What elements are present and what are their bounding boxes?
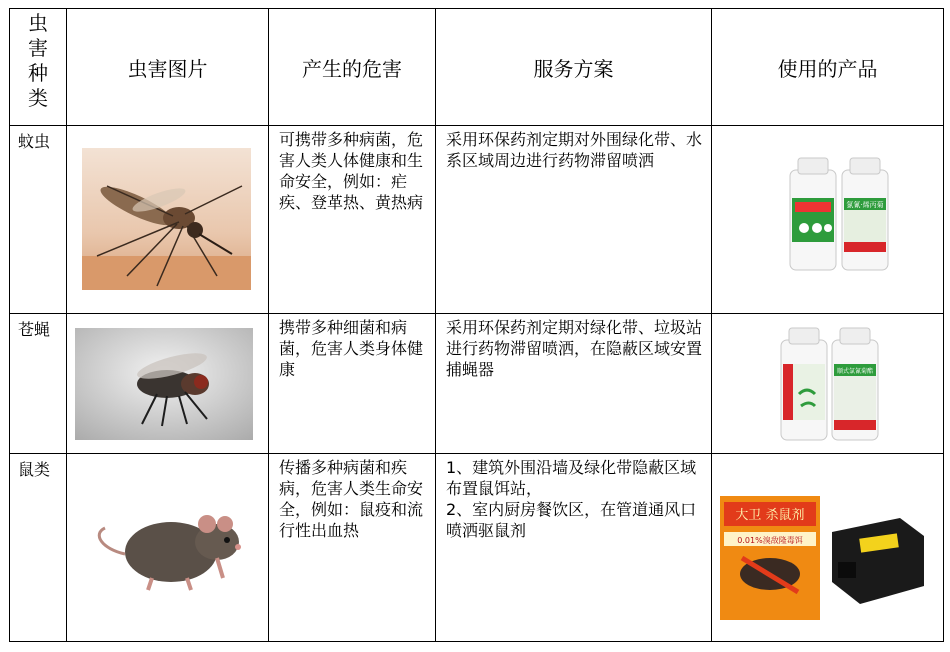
fly-photo	[67, 314, 268, 453]
harm-cell: 携带多种细菌和病菌，危害人类身体健康	[269, 314, 436, 454]
header-type-char: 类	[28, 86, 48, 110]
pest-picture-cell	[67, 126, 269, 314]
pest-type-cell: 鼠类	[10, 454, 67, 642]
header-service-plan: 服务方案	[436, 9, 712, 126]
product-label: 氯氰·烯丙菊	[846, 201, 884, 209]
header-row	[10, 9, 944, 126]
pest-type-cell: 苍蝇	[10, 314, 67, 454]
header-type-char: 种	[28, 61, 48, 85]
pest-type-cell: 蚊虫	[10, 126, 67, 314]
service-plan-cell: 采用环保药剂定期对外围绿化带、水系区域周边进行药物滞留喷洒	[436, 126, 712, 314]
table-row	[10, 126, 944, 314]
insecticide-bottles	[712, 126, 943, 313]
table-row	[10, 454, 944, 642]
insecticide-bottles	[712, 314, 943, 453]
header-harm: 产生的危害	[269, 9, 436, 126]
service-plan-cell: 采用环保药剂定期对绿化带、垃圾站进行药物滞留喷洒，在隐蔽区域安置捕蝇器	[436, 314, 712, 454]
product-cell	[712, 314, 944, 454]
header-products: 使用的产品	[712, 9, 944, 126]
header-type-char: 虫	[28, 11, 48, 35]
product-label: 0.01%溴敌隆毒饵	[737, 536, 803, 545]
harm-cell: 传播多种病菌和疾病，危害人类生命安全，例如：鼠疫和流行性出血热	[269, 454, 436, 642]
header-type-char: 害	[28, 36, 48, 60]
product-cell	[712, 126, 944, 314]
pest-picture-cell	[67, 314, 269, 454]
product-label: 顺式氯氰菊酯	[836, 368, 874, 375]
header-pest-type	[10, 9, 67, 126]
pest-control-table	[9, 8, 944, 642]
bait-station	[832, 518, 924, 604]
pest-picture-cell	[67, 454, 269, 642]
mosquito-photo	[67, 126, 268, 313]
service-plan-cell: 1、建筑外围沿墙及绿化带隐蔽区域布置鼠饵站， 2、室内厨房餐饮区，在管道通风口喷洒驱鼠剂	[436, 454, 712, 642]
rodenticide-bag	[720, 496, 820, 620]
rat-photo	[67, 454, 268, 641]
harm-cell: 可携带多种病菌，危害人类人体健康和生命安全，例如：疟疾、登革热、黄热病	[269, 126, 436, 314]
header-pest-picture: 虫害图片	[67, 9, 269, 126]
table-row	[10, 314, 944, 454]
product-label: 大卫 杀鼠剂	[735, 508, 805, 523]
rodenticide-and-bait-station	[712, 454, 943, 641]
product-cell	[712, 454, 944, 642]
